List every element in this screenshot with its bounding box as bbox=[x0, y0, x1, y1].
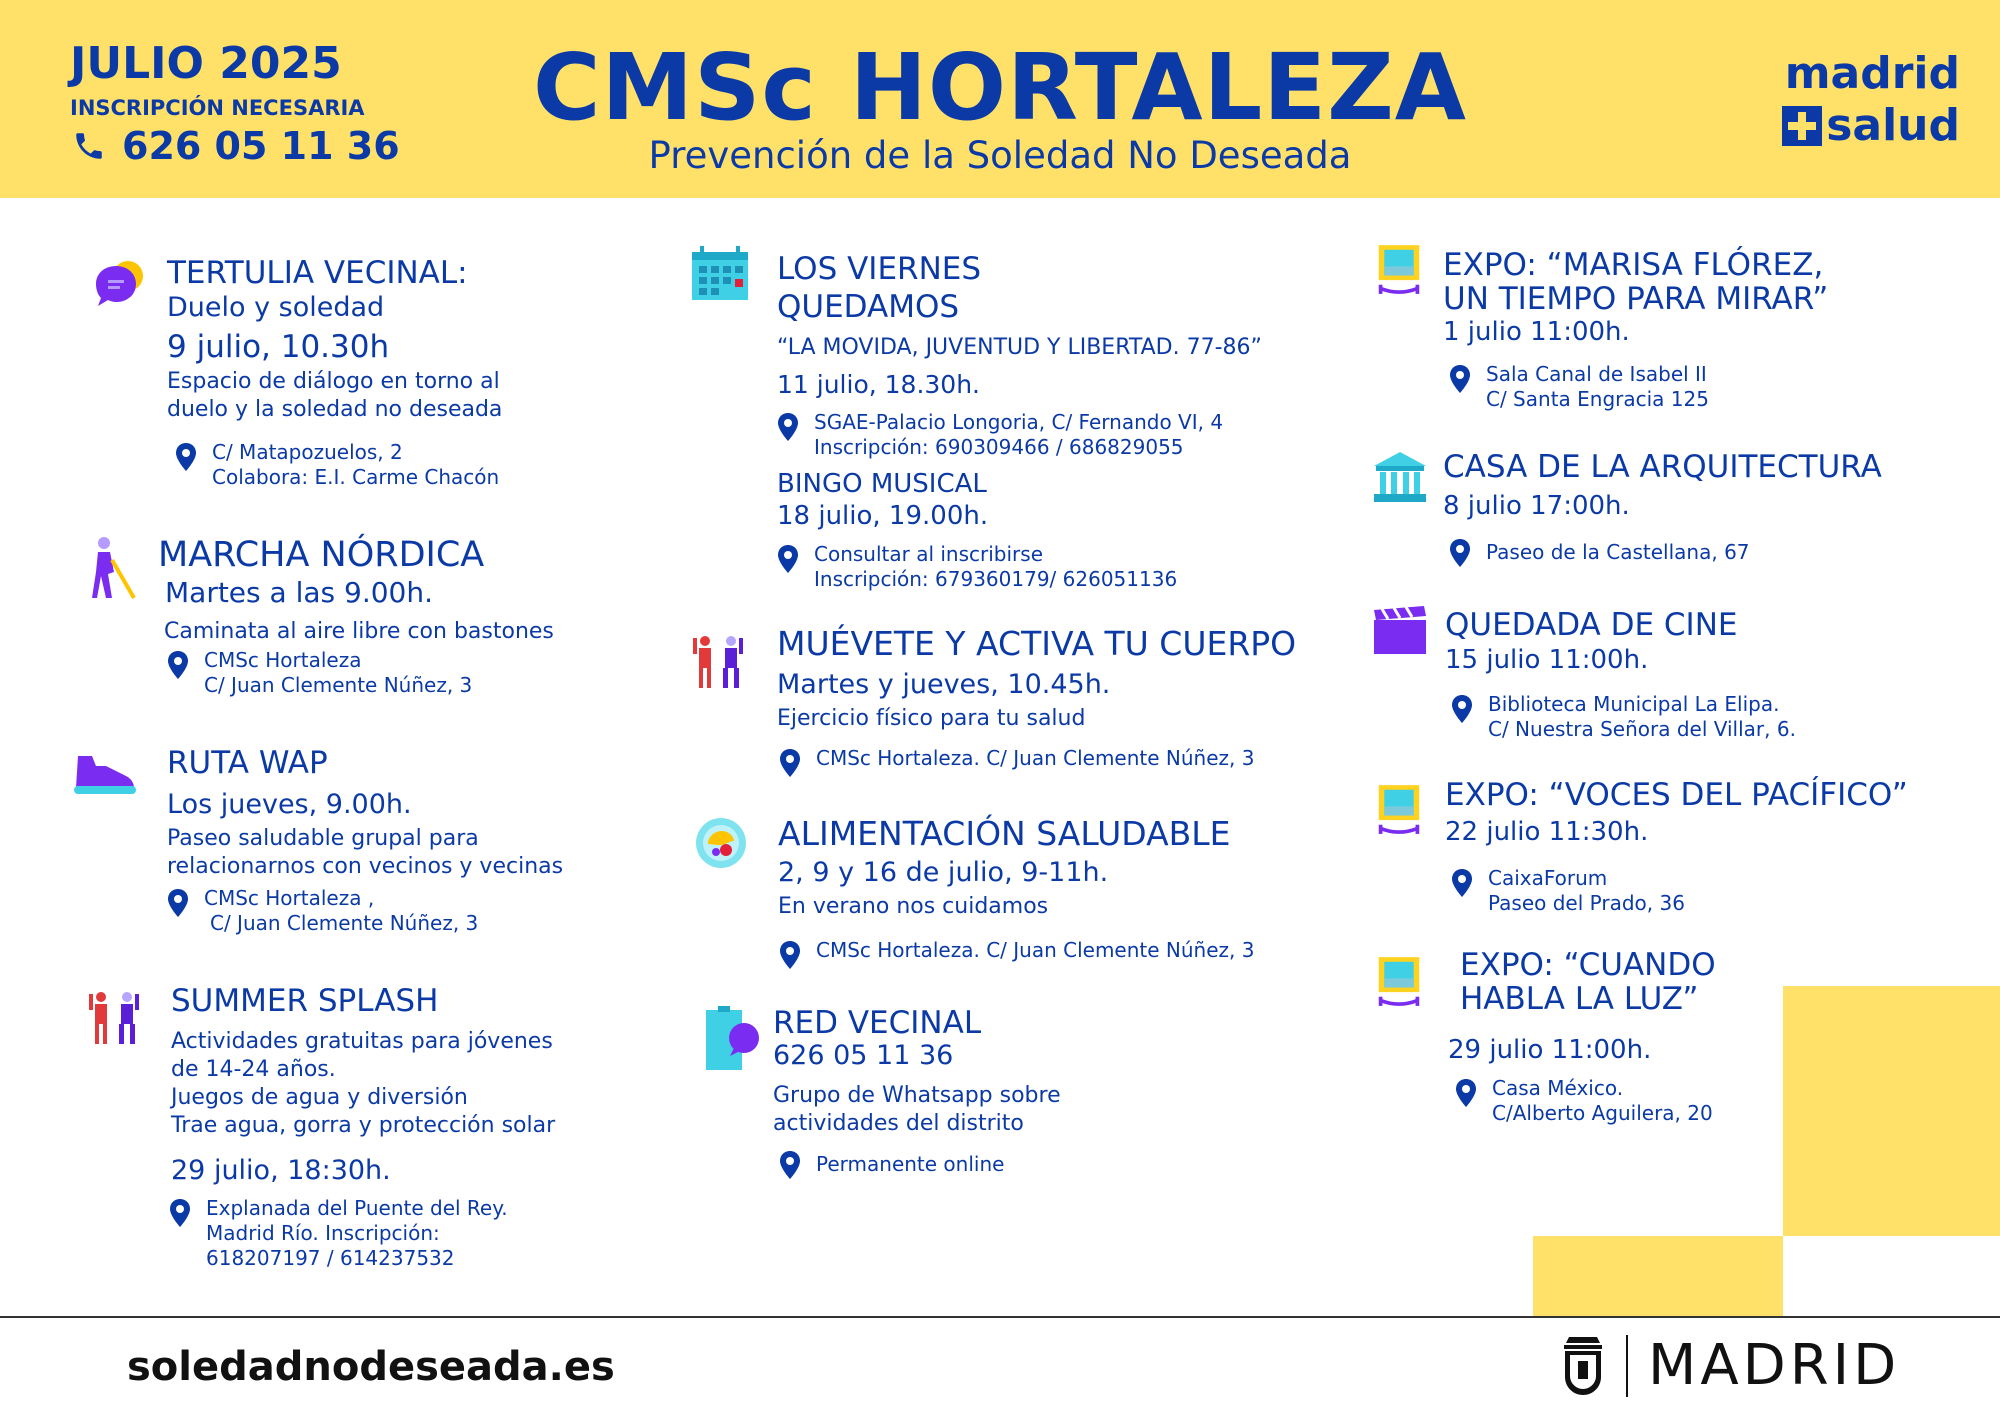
event-date: 18 julio, 19.00h. bbox=[777, 501, 989, 531]
location-pin-icon bbox=[1450, 868, 1474, 898]
calendar-icon bbox=[690, 246, 750, 302]
location bbox=[168, 1196, 508, 1271]
event-alimentacion-saludable bbox=[778, 814, 1231, 921]
location bbox=[778, 746, 1254, 778]
location bbox=[778, 1148, 1004, 1180]
location bbox=[776, 542, 1177, 592]
event-title: HABLA LA LUZ” bbox=[1460, 981, 1699, 1017]
event-title: LOS VIERNES bbox=[777, 251, 982, 287]
location bbox=[1448, 536, 1750, 568]
page-subtitle: Prevención de la Soledad No Deseada bbox=[648, 134, 1352, 177]
event-title: EXPO: “MARISA FLÓREZ, bbox=[1443, 247, 1824, 283]
location bbox=[776, 410, 1223, 460]
location-pin-icon bbox=[166, 650, 190, 680]
event-summer-splash bbox=[171, 982, 555, 1187]
location-line: Permanente online bbox=[816, 1152, 1005, 1176]
location-pin-icon bbox=[1454, 1078, 1478, 1108]
event-date: 9 julio, 10.30h bbox=[167, 329, 390, 365]
event-title: CASA DE LA ARQUITECTURA bbox=[1443, 449, 1882, 485]
people-celebrating-icon bbox=[690, 634, 750, 690]
location-line: Colabora: E.I. Carme Chacón bbox=[212, 465, 500, 489]
coat-of-arms-icon bbox=[1560, 1335, 1606, 1397]
event-title: UN TIEMPO PARA MIRAR” bbox=[1443, 281, 1829, 317]
location-line: CMSc Hortaleza , bbox=[204, 886, 375, 910]
event-desc-line: Ejercicio físico para tu salud bbox=[777, 706, 1086, 731]
location-line: Paseo del Prado, 36 bbox=[1488, 891, 1685, 915]
event-title: RED VECINAL bbox=[773, 1005, 982, 1041]
event-expo-voces-pacifico bbox=[1445, 776, 1908, 848]
location bbox=[1450, 692, 1796, 742]
plus-cross-icon bbox=[1782, 106, 1822, 146]
location-line: C/ Santa Engracia 125 bbox=[1486, 387, 1709, 411]
event-red-vecinal bbox=[773, 1006, 1061, 1138]
header-banner bbox=[0, 0, 2000, 198]
event-title: TERTULIA VECINAL: bbox=[167, 255, 468, 291]
event-casa-arquitectura bbox=[1443, 448, 1882, 522]
event-expo-marisa-florez bbox=[1443, 248, 1828, 348]
phone-chat-icon bbox=[704, 1006, 762, 1072]
location-line: Casa México. bbox=[1492, 1076, 1624, 1100]
event-date: 15 julio 11:00h. bbox=[1445, 645, 1649, 675]
event-date: Martes a las 9.00h. bbox=[165, 576, 433, 609]
event-date: Martes y jueves, 10.45h. bbox=[777, 669, 1111, 700]
location bbox=[166, 648, 472, 698]
location-line: Explanada del Puente del Rey. bbox=[206, 1196, 508, 1220]
event-title: ALIMENTACIÓN SALUDABLE bbox=[778, 814, 1231, 853]
location-pin-icon bbox=[778, 1150, 802, 1180]
event-desc-line: Espacio de diálogo en torno al bbox=[167, 369, 500, 394]
location-line: Consultar al inscribirse bbox=[814, 542, 1044, 566]
event-ruta-wap bbox=[167, 744, 563, 881]
event-desc-line: Caminata al aire libre con bastones bbox=[164, 619, 554, 644]
location-line: CMSc Hortaleza. C/ Juan Clemente Núñez, 3 bbox=[816, 938, 1255, 962]
location-pin-icon bbox=[174, 442, 198, 472]
phone-number: 626 05 11 36 bbox=[122, 124, 400, 168]
event-bingo-musical bbox=[777, 468, 988, 532]
location-line: CMSc Hortaleza bbox=[204, 648, 362, 672]
event-quedada-cine bbox=[1445, 606, 1737, 676]
event-desc-line: de 14-24 años. bbox=[171, 1057, 336, 1082]
event-subtitle: “LA MOVIDA, JUVENTUD Y LIBERTAD. 77-86” bbox=[777, 335, 1262, 360]
event-date: 22 julio 11:30h. bbox=[1445, 817, 1649, 847]
location-line: C/ Juan Clemente Núñez, 3 bbox=[210, 911, 479, 935]
location-line: Biblioteca Municipal La Elipa. bbox=[1488, 692, 1780, 716]
location bbox=[778, 938, 1254, 970]
event-date: Los jueves, 9.00h. bbox=[167, 789, 412, 820]
footer-divider bbox=[0, 1316, 2000, 1318]
event-desc-line: duelo y la soledad no deseada bbox=[167, 397, 503, 422]
location bbox=[1454, 1076, 1713, 1126]
event-subtitle: BINGO MUSICAL bbox=[777, 469, 987, 499]
event-subtitle: Duelo y soledad bbox=[167, 292, 385, 323]
event-title: SUMMER SPLASH bbox=[171, 983, 439, 1019]
event-title: QUEDAMOS bbox=[777, 289, 960, 325]
logo-text-madrid: madrid bbox=[1784, 48, 1960, 99]
event-expo-cuando-habla-luz bbox=[1448, 947, 1716, 1066]
location-line: Inscripción: 679360179/ 626051136 bbox=[814, 567, 1178, 591]
location-pin-icon bbox=[1448, 538, 1472, 568]
city-name: MADRID bbox=[1648, 1333, 1901, 1398]
event-title: EXPO: “VOCES DEL PACÍFICO” bbox=[1445, 777, 1908, 813]
people-celebrating-icon bbox=[86, 990, 146, 1046]
event-desc-line: Paseo saludable grupal para bbox=[167, 826, 479, 851]
event-date: 29 julio, 18:30h. bbox=[171, 1155, 391, 1186]
location-pin-icon bbox=[168, 1198, 192, 1228]
decorative-block bbox=[1533, 1236, 1783, 1316]
clapperboard-icon bbox=[1372, 606, 1428, 656]
location-pin-icon bbox=[166, 888, 190, 918]
event-desc-line: En verano nos cuidamos bbox=[778, 894, 1049, 919]
healthy-food-icon bbox=[694, 816, 748, 870]
location-pin-icon bbox=[1448, 364, 1472, 394]
location-line: C/ Nuestra Señora del Villar, 6. bbox=[1488, 717, 1796, 741]
event-title: MARCHA NÓRDICA bbox=[158, 535, 485, 575]
location-line: Sala Canal de Isabel II bbox=[1486, 362, 1707, 386]
decorative-block bbox=[1783, 986, 2000, 1236]
chat-bubbles-icon bbox=[92, 258, 148, 312]
event-desc-line: Trae agua, gorra y protección solar bbox=[171, 1113, 556, 1138]
event-tertulia-vecinal bbox=[167, 254, 502, 424]
event-title: RUTA WAP bbox=[167, 745, 328, 781]
museum-building-icon bbox=[1372, 450, 1428, 504]
location-line: Paseo de la Castellana, 67 bbox=[1486, 540, 1750, 564]
location-pin-icon bbox=[778, 748, 802, 778]
location-line: C/ Matapozuelos, 2 bbox=[212, 440, 403, 464]
nordic-walking-icon bbox=[88, 536, 140, 600]
location bbox=[1448, 362, 1709, 412]
logo-text-salud: salud bbox=[1826, 100, 1960, 151]
event-marcha-nordica bbox=[158, 534, 554, 646]
event-date: 2, 9 y 16 de julio, 9-11h. bbox=[778, 857, 1109, 888]
location-line: 618207197 / 614237532 bbox=[206, 1246, 455, 1270]
event-date: 29 julio 11:00h. bbox=[1448, 1035, 1652, 1065]
event-desc-line: Actividades gratuitas para jóvenes bbox=[171, 1029, 553, 1054]
event-muevete bbox=[777, 624, 1296, 733]
location-line: CaixaForum bbox=[1488, 866, 1608, 890]
madrid-city-logo bbox=[1560, 1333, 1900, 1398]
event-title: MUÉVETE Y ACTIVA TU CUERPO bbox=[777, 624, 1297, 663]
location-pin-icon bbox=[1450, 694, 1474, 724]
event-date: 8 julio 17:00h. bbox=[1443, 491, 1630, 521]
picture-frame-icon bbox=[1376, 782, 1422, 838]
month-label: JULIO 2025 bbox=[70, 38, 342, 89]
page-title: CMSc HORTALEZA bbox=[533, 34, 1467, 141]
location-line: SGAE-Palacio Longoria, C/ Fernando VI, 4 bbox=[814, 410, 1224, 434]
location-line: Inscripción: 690309466 / 686829055 bbox=[814, 435, 1184, 459]
location bbox=[1450, 866, 1685, 916]
location-pin-icon bbox=[776, 544, 800, 574]
event-date: 11 julio, 18.30h. bbox=[777, 370, 980, 399]
event-date: 1 julio 11:00h. bbox=[1443, 317, 1630, 347]
location-pin-icon bbox=[778, 940, 802, 970]
event-title: QUEDADA DE CINE bbox=[1445, 607, 1738, 643]
sneaker-icon bbox=[72, 752, 138, 796]
location bbox=[166, 886, 478, 936]
logo-separator bbox=[1626, 1335, 1628, 1397]
picture-frame-icon bbox=[1376, 242, 1422, 298]
event-desc-line: relacionarnos con vecinos y vecinas bbox=[167, 854, 564, 879]
location-line: CMSc Hortaleza. C/ Juan Clemente Núñez, 3 bbox=[816, 746, 1255, 770]
location-pin-icon bbox=[776, 412, 800, 442]
picture-frame-icon bbox=[1376, 954, 1422, 1010]
event-desc-line: actividades del distrito bbox=[773, 1111, 1024, 1136]
event-desc-line: Juegos de agua y diversión bbox=[171, 1085, 468, 1110]
event-desc-line: Grupo de Whatsapp sobre bbox=[773, 1083, 1061, 1108]
madrid-salud-logo bbox=[1782, 48, 1960, 152]
event-phone[interactable]: 626 05 11 36 bbox=[773, 1040, 954, 1071]
location bbox=[174, 440, 499, 490]
event-title: EXPO: “CUANDO bbox=[1460, 947, 1716, 983]
event-los-viernes-quedamos bbox=[777, 250, 1262, 401]
location-line: C/ Juan Clemente Núñez, 3 bbox=[204, 673, 473, 697]
footer-url[interactable]: soledadnodeseada.es bbox=[127, 1344, 615, 1390]
location-line: Madrid Río. Inscripción: bbox=[206, 1221, 440, 1245]
location-line: C/Alberto Aguilera, 20 bbox=[1492, 1101, 1713, 1125]
registration-note: INSCRIPCIÓN NECESARIA bbox=[70, 96, 365, 120]
